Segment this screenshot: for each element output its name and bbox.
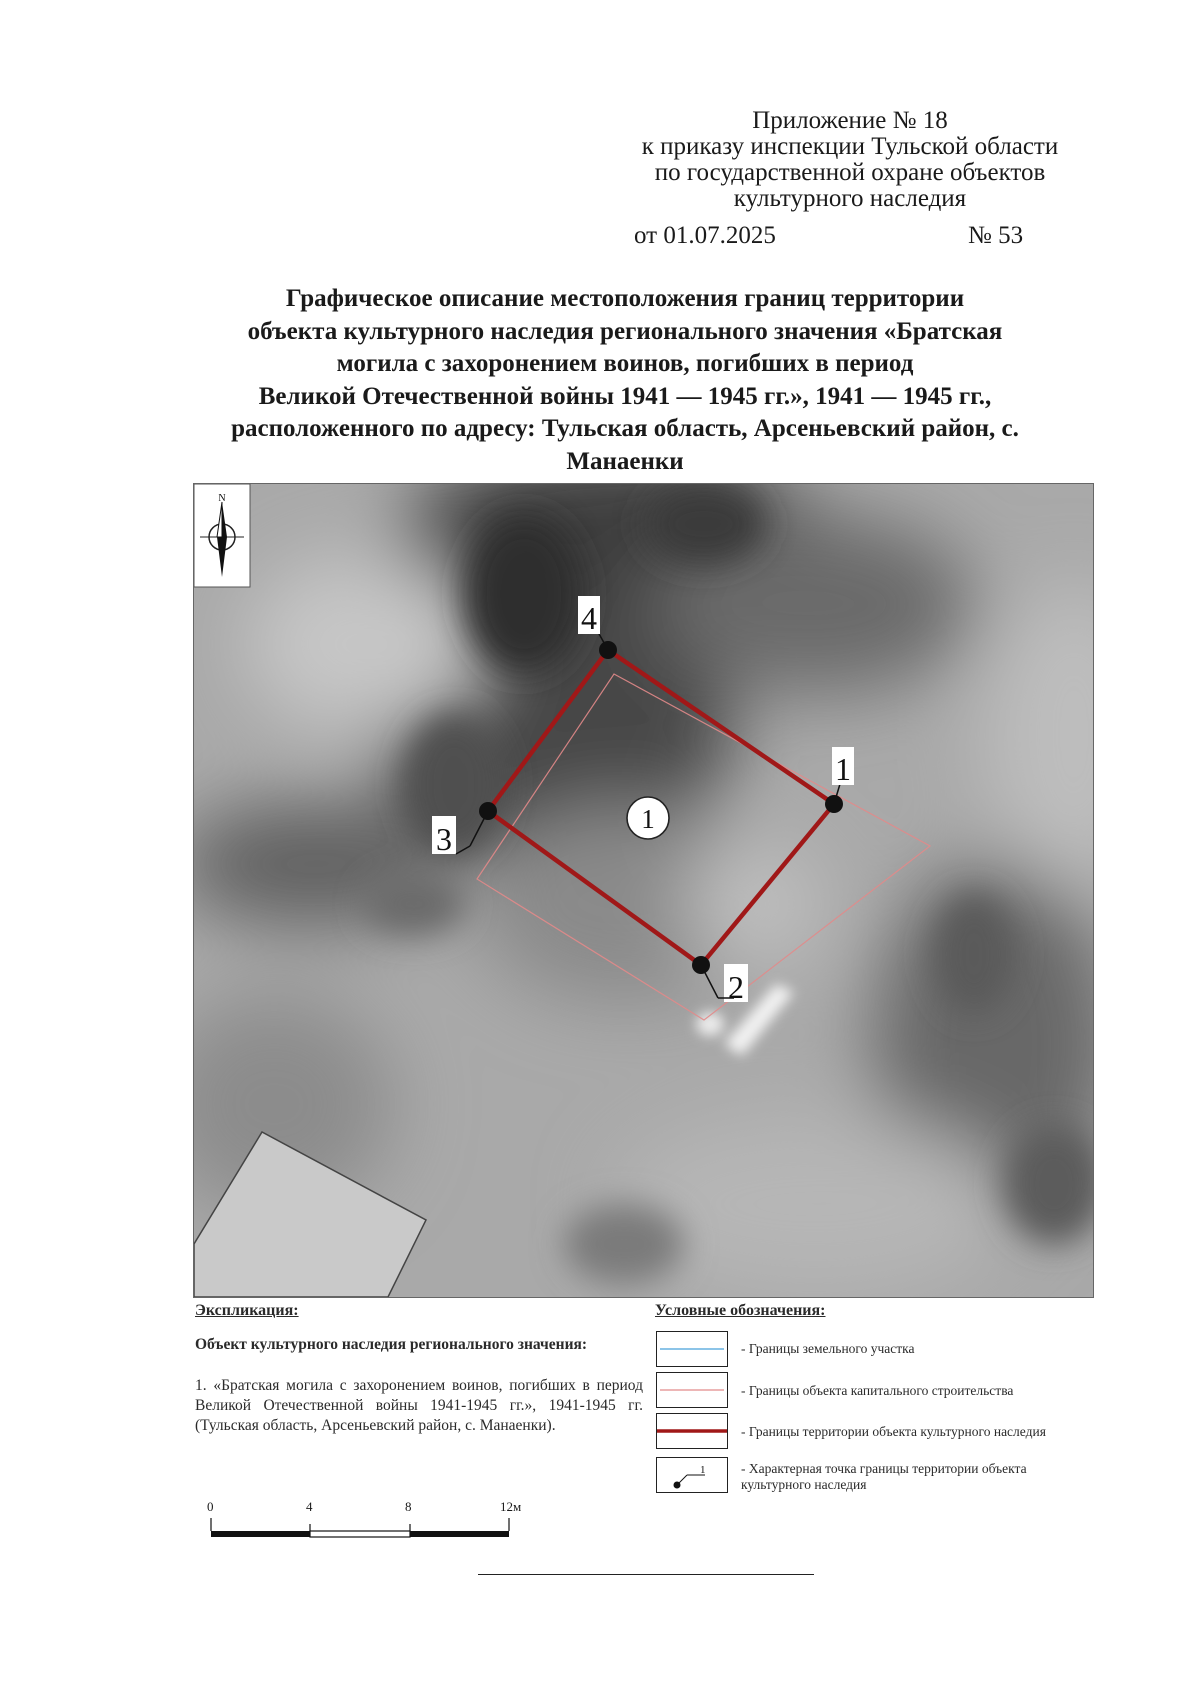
title-line: расположенного по адресу: Тульская область, Арсеньевский район, с. <box>231 415 1019 442</box>
title-line: Великой Отечественной войны 1941 — 1945 гг.», 1941 — 1945 гг., <box>258 382 992 410</box>
legend-label-heritage-boundary: - Границы территории объекта культурного наследия <box>741 1424 1046 1439</box>
legend-heading: Условные обозначения: <box>655 1302 826 1319</box>
title-line: Манаенки <box>566 447 684 475</box>
legend-label-capital-boundary: - Границы объекта капитального строительства <box>741 1383 1014 1398</box>
point-label: 2 <box>728 969 744 1005</box>
legend-swatch-land-plot <box>656 1331 728 1367</box>
legend-swatch-point <box>656 1457 728 1493</box>
scale-bar <box>200 1514 520 1540</box>
order-date: от 01.07.2025 <box>634 222 776 249</box>
scale-tick-4: 4 <box>306 1499 313 1514</box>
divider-line <box>478 1574 814 1575</box>
title-line: Графическое описание местоположения границ территории <box>285 285 965 312</box>
order-authority-cont: культурного наследия <box>733 185 967 212</box>
order-number: № 53 <box>968 222 1024 249</box>
scale-tick-8: 8 <box>405 1499 412 1514</box>
satellite-map[interactable] <box>193 483 1094 1298</box>
point-label: 1 <box>835 751 851 787</box>
legend-label-land-plot: - Границы земельного участка <box>741 1341 915 1356</box>
explication-text: 1. «Братская могила с захоронением воинов, погибших в период Великой Отечественной войны 1941-1945 гг.», 1941-1945 гг. (Тульская область, Арсеньевский район, с. Манаенки). <box>195 1377 643 1434</box>
explication-heading: Экспликация: <box>195 1302 299 1319</box>
point-label: 3 <box>436 821 452 857</box>
title-line: объекта культурного наследия регионального значения «Братская <box>247 317 1003 345</box>
title-line: могила с захоронением воинов, погибших в период <box>336 350 914 377</box>
scale-tick-12: 12м <box>500 1499 522 1514</box>
scale-tick-0: 0 <box>207 1499 214 1514</box>
svg-text:1: 1 <box>700 1464 706 1476</box>
appendix-number: Приложение № 18 <box>752 107 948 134</box>
document-title <box>170 283 1080 478</box>
legend-swatch-heritage-boundary <box>656 1413 728 1449</box>
legend-swatch-capital-boundary <box>656 1372 728 1408</box>
legend-label-point: - Характерная точка границы территории объекта культурного наследия <box>741 1461 1027 1492</box>
svg-text:N: N <box>218 493 226 504</box>
object-number: 1 <box>641 804 655 834</box>
order-reference: к приказу инспекции Тульской области <box>641 133 1059 160</box>
appendix-header <box>600 108 1100 212</box>
order-authority: по государственной охране объектов <box>654 159 1046 186</box>
explication-subheading: Объект культурного наследия регионального значения: <box>195 1336 588 1353</box>
object-label-circle <box>627 797 669 839</box>
point-label: 4 <box>581 600 597 636</box>
north-arrow-icon <box>194 484 250 587</box>
